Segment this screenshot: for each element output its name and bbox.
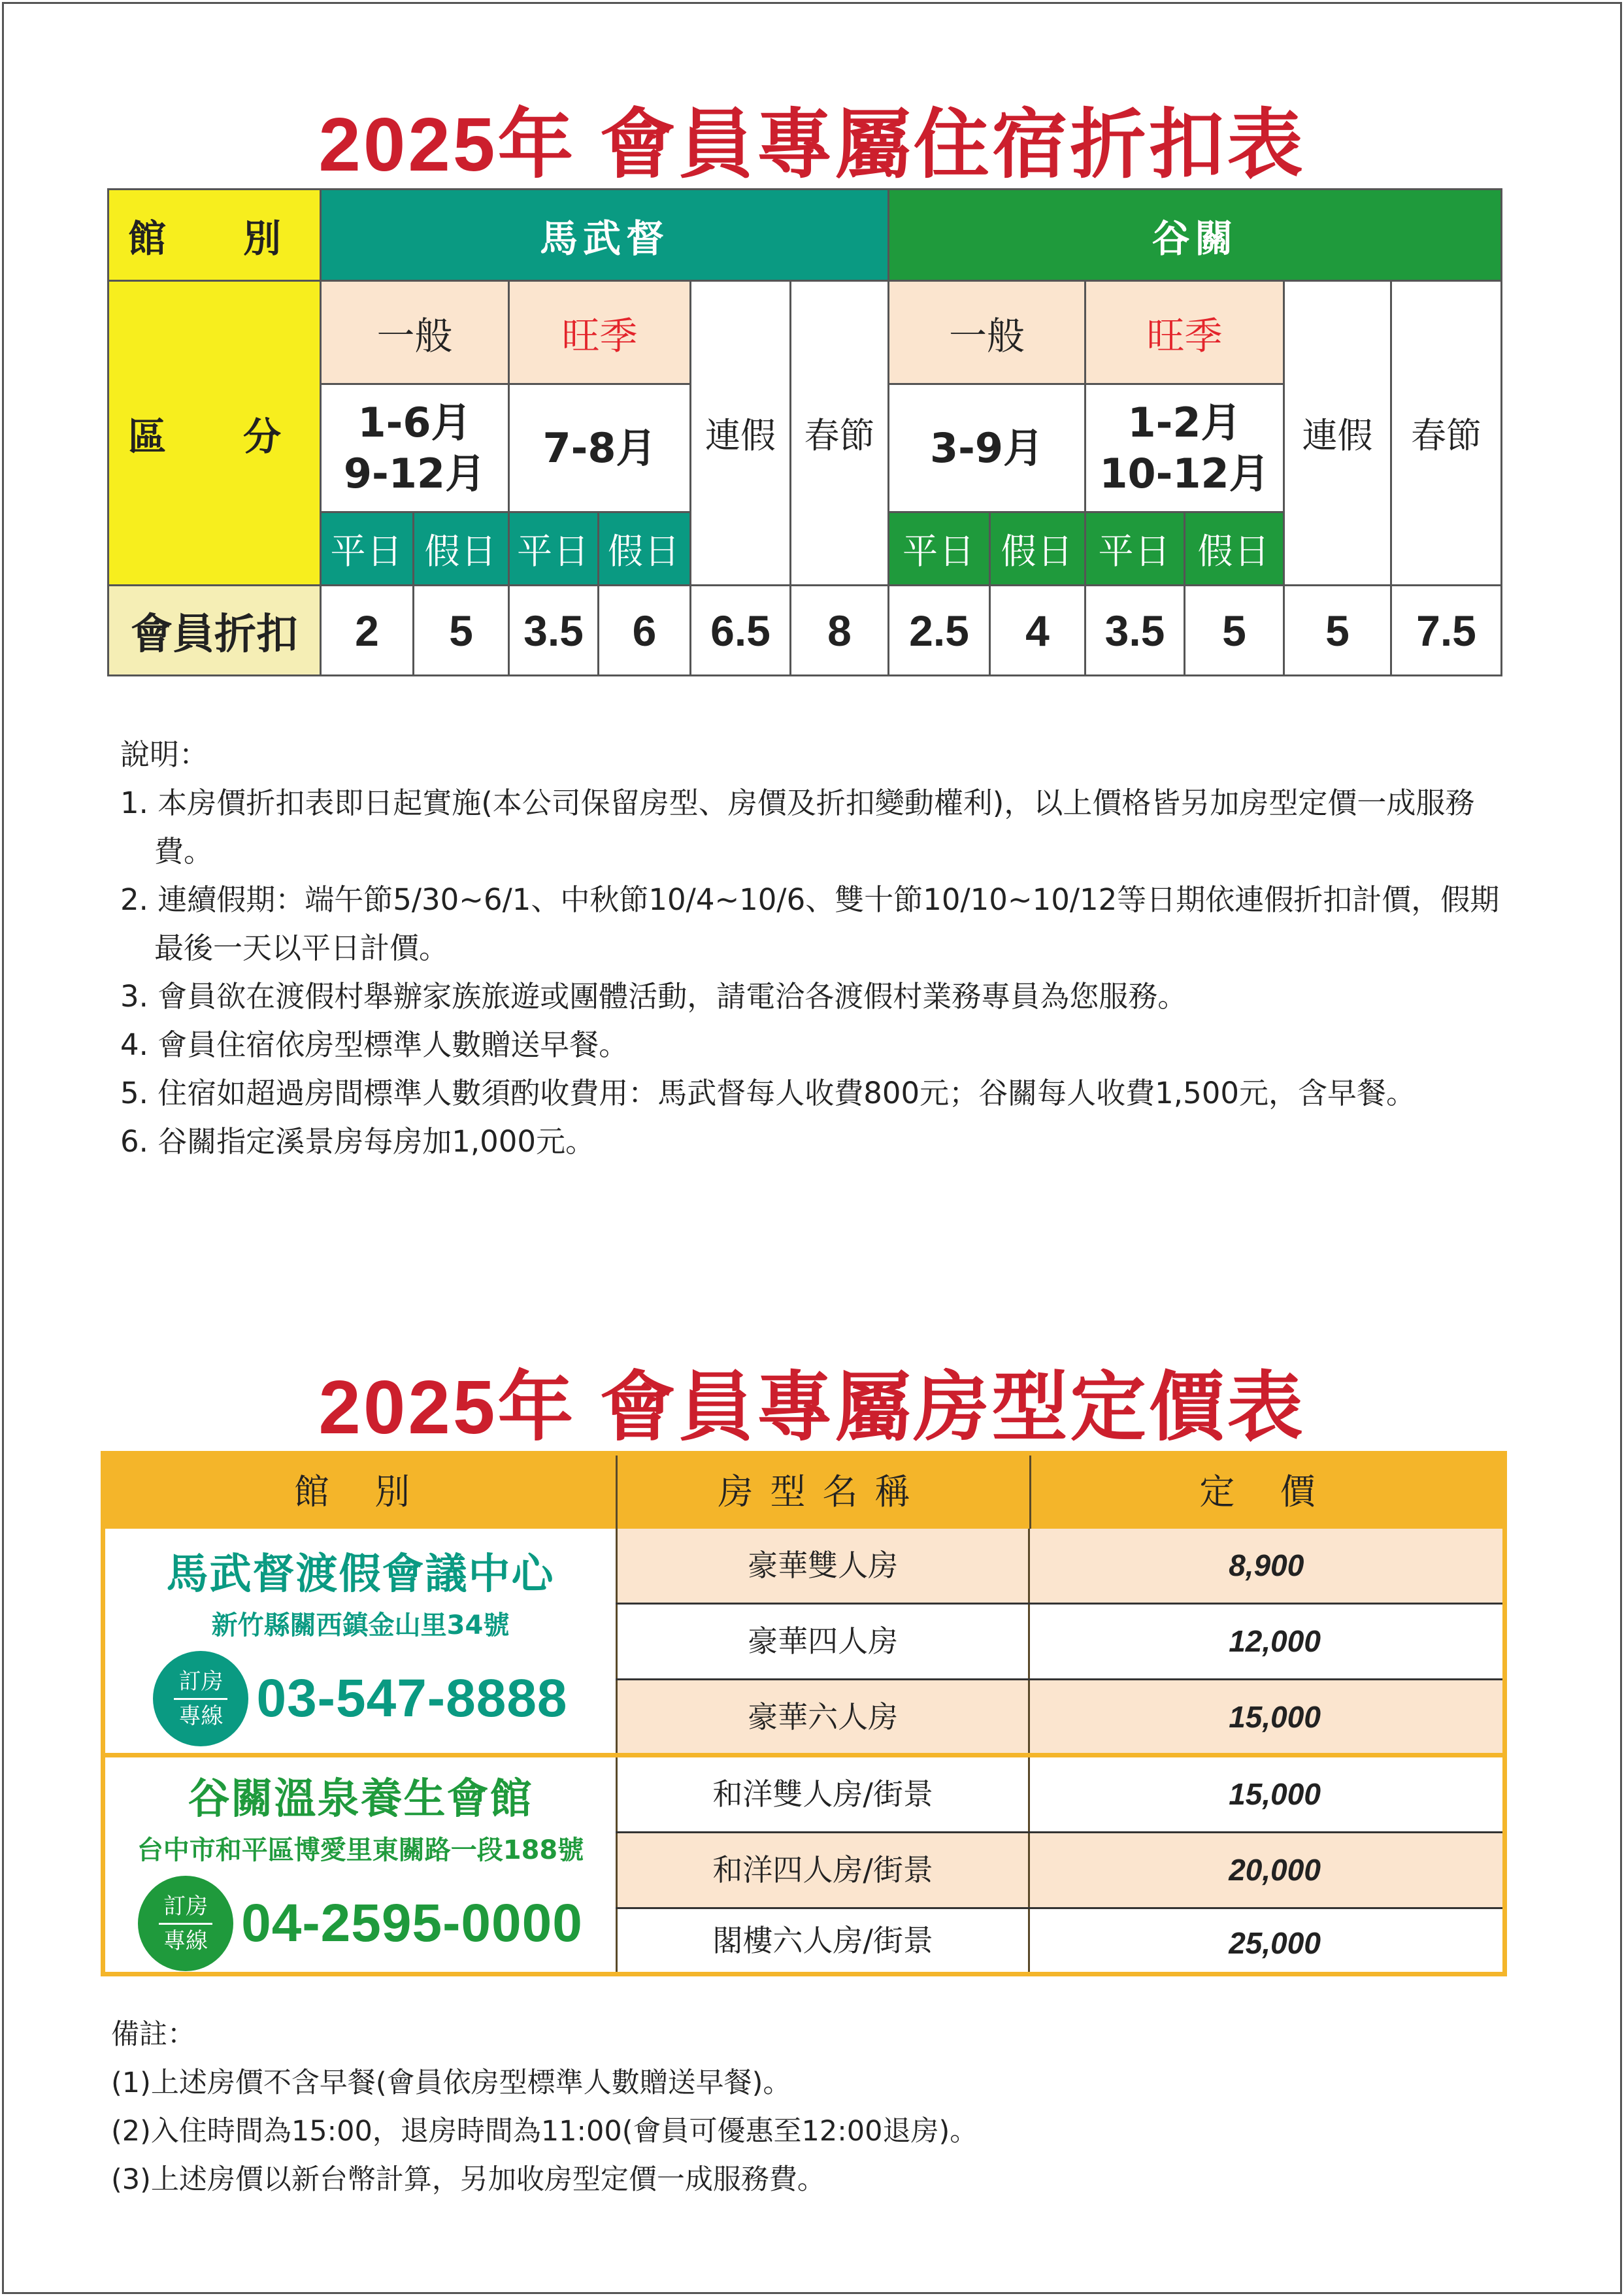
mawudu-new-year-label: 春節 xyxy=(791,281,889,586)
guguan-long-holiday-label: 連假 xyxy=(1284,281,1391,586)
mawudu-peak-months: 7-8月 xyxy=(509,384,691,512)
header-room-type: 房型名稱 xyxy=(718,1471,927,1512)
guguan-peak-months: 1-2月 10-12月 xyxy=(1085,384,1284,512)
guguan-peak-holiday-label: 假日 xyxy=(1185,512,1284,586)
venue-name: 馬武督渡假會議中心 xyxy=(166,1550,555,1599)
remarks-heading: 備註： xyxy=(111,2018,195,2051)
room-price: 20,000 xyxy=(1229,1853,1321,1887)
guguan-general-label: 一般 xyxy=(889,281,1085,384)
notes-heading: 說明： xyxy=(120,737,209,772)
remarks xyxy=(111,2010,978,2204)
phone-number[interactable]: 03-547-8888 xyxy=(256,1669,568,1728)
notes xyxy=(120,731,1519,1166)
note-item: 6. 谷關指定溪景房每房加1,000元。 xyxy=(120,1124,595,1159)
mawudu-weekday-label: 平日 xyxy=(321,512,414,586)
venue-name: 谷關溫泉養生會館 xyxy=(188,1775,533,1823)
price-table xyxy=(101,1451,1507,1976)
table-row xyxy=(616,1680,1502,1754)
venue-guguan xyxy=(105,1757,616,1971)
remark-item: (2)入住時間為15:00，退房時間為11:00(會員可優惠至12:00退房)。 xyxy=(111,2115,978,2148)
booking-line xyxy=(105,1651,616,1746)
venue-header-label: 館 別 xyxy=(108,190,321,281)
guguan-peak-weekday-label: 平日 xyxy=(1085,512,1185,586)
discount-value: 6 xyxy=(599,586,691,676)
price-title: 2025年 會員專屬房型定價表 xyxy=(318,1365,1306,1450)
row-divider xyxy=(616,1753,1502,1757)
remark-item: (1)上述房價不含早餐(會員依房型標準人數贈送早餐)。 xyxy=(111,2067,791,2099)
discount-value: 2.5 xyxy=(889,586,990,676)
note-item: 5. 住宿如超過房間標準人數須酌收費用：馬武督每人收費800元；谷關每人收費1,500元，含早餐。 xyxy=(120,1076,1416,1110)
table-row xyxy=(616,1757,1502,1831)
header-venue: 館 別 xyxy=(293,1471,427,1512)
mawudu-peak-weekday-label: 平日 xyxy=(509,512,599,586)
header-divider xyxy=(616,1456,618,1529)
venue-address: 新竹縣關西鎮金山里34號 xyxy=(211,1610,510,1640)
discount-title: 2025年 會員專屬住宿折扣表 xyxy=(318,102,1306,187)
room-price: 25,000 xyxy=(1229,1926,1321,1960)
price-table-header xyxy=(105,1456,1502,1529)
category-label: 區 分 xyxy=(108,281,321,586)
room-name: 閣樓六人房/街景 xyxy=(618,1909,1030,1972)
phone-number[interactable]: 04-2595-0000 xyxy=(241,1893,583,1953)
discount-value: 4 xyxy=(990,586,1085,676)
discount-value: 3.5 xyxy=(1085,586,1185,676)
venue-divider xyxy=(105,1753,616,1757)
discount-value: 5 xyxy=(1284,586,1391,676)
discount-value: 5 xyxy=(414,586,509,676)
guguan-holiday-label: 假日 xyxy=(990,512,1085,586)
note-item: 2. 連續假期：端午節5/30~6/1、中秋節10/4~10/6、雙十節10/10~10/12等日期依連假折扣計價，假期最後一天以平日計價。 xyxy=(120,882,1500,965)
room-price: 12,000 xyxy=(1229,1624,1321,1658)
discount-value: 8 xyxy=(791,586,889,676)
mawudu-general-months: 1-6月 9-12月 xyxy=(321,384,509,512)
guguan-peak-label: 旺季 xyxy=(1085,281,1284,384)
table-row xyxy=(616,1605,1502,1678)
discount-value: 3.5 xyxy=(509,586,599,676)
discount-value: 6.5 xyxy=(691,586,791,676)
header-price: 定 價 xyxy=(1199,1471,1333,1512)
room-name: 和洋雙人房/街景 xyxy=(618,1757,1030,1831)
mawudu-peak-holiday-label: 假日 xyxy=(599,512,691,586)
venue-mawudu xyxy=(105,1529,616,1746)
guguan-new-year-label: 春節 xyxy=(1391,281,1502,586)
table-row xyxy=(616,1833,1502,1907)
room-name: 豪華四人房 xyxy=(618,1605,1030,1678)
member-discount-label: 會員折扣 xyxy=(108,586,321,676)
booking-badge: 訂房 專線 xyxy=(138,1876,233,1971)
mawudu-general-label: 一般 xyxy=(321,281,509,384)
mawudu-header: 馬武督 xyxy=(321,190,889,281)
mawudu-peak-label: 旺季 xyxy=(509,281,691,384)
table-row xyxy=(616,1529,1502,1603)
room-price: 15,000 xyxy=(1229,1700,1321,1734)
remark-item: (3)上述房價以新台幣計算，另加收房型定價一成服務費。 xyxy=(111,2163,825,2196)
booking-line xyxy=(105,1876,616,1971)
booking-badge: 訂房 專線 xyxy=(153,1651,248,1746)
room-name: 豪華六人房 xyxy=(618,1680,1030,1754)
discount-value: 5 xyxy=(1185,586,1284,676)
room-name: 豪華雙人房 xyxy=(618,1529,1030,1603)
discount-table xyxy=(107,188,1502,676)
room-price: 8,900 xyxy=(1229,1548,1304,1582)
mawudu-holiday-label: 假日 xyxy=(414,512,509,586)
room-name: 和洋四人房/街景 xyxy=(618,1833,1030,1907)
note-item: 3. 會員欲在渡假村舉辦家族旅遊或團體活動，請電洽各渡假村業務專員為您服務。 xyxy=(120,979,1187,1014)
note-item: 4. 會員住宿依房型標準人數贈送早餐。 xyxy=(120,1027,629,1062)
table-row xyxy=(616,1909,1502,1972)
venue-address: 台中市和平區博愛里東關路一段188號 xyxy=(137,1835,584,1865)
note-item: 1. 本房價折扣表即日起實施(本公司保留房型、房價及折扣變動權利)，以上價格皆另加房型定價一成服務費。 xyxy=(120,786,1475,869)
guguan-header: 谷關 xyxy=(889,190,1502,281)
mawudu-long-holiday-label: 連假 xyxy=(691,281,791,586)
header-divider xyxy=(1029,1456,1031,1529)
discount-value: 7.5 xyxy=(1391,586,1502,676)
guguan-general-months: 3-9月 xyxy=(889,384,1085,512)
guguan-weekday-label: 平日 xyxy=(889,512,990,586)
room-price: 15,000 xyxy=(1229,1777,1321,1811)
discount-value: 2 xyxy=(321,586,414,676)
